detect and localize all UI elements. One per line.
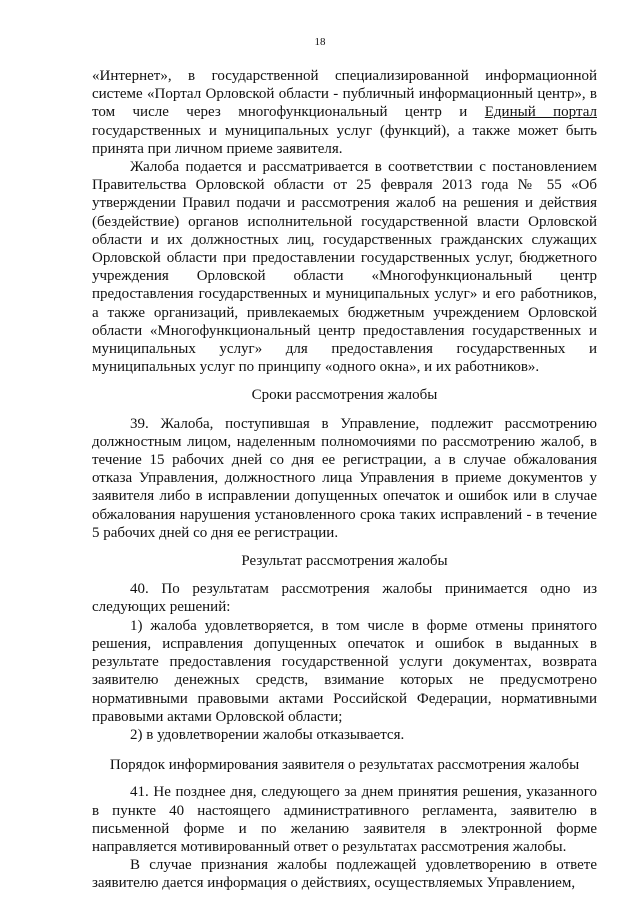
document-body bbox=[92, 67, 597, 893]
paragraph-regulation: Жалоба подается и рассматривается в соответствии с постановлением Правительства Орловской области от 25 февраля 2013 года № 55 «Об утверждении Правил подачи и рассмотрения жалоб на решения и действия (бездействие) органов исполнительной государственной власти Орловской области и их должностных лиц, государственных гражданских служащих Орловской области при предоставлении государственных услуг, бюджетного учреждения Орловской области «Многофункциональный центр предоставления государственных и муниципальных услуг» и его работников, а также организаций, привлекаемых бюджетным учреждением Орловской области «Многофункциональный центр предоставления государственных и муниципальных услуг» для предоставления государственных и муниципальных услуг по принципу «одного окна», и их работников». bbox=[92, 159, 597, 376]
page-number: 18 bbox=[314, 36, 326, 48]
paragraph-text: государственных и муниципальных услуг (функций), а также может быть принята при личном приеме заявителя. bbox=[92, 122, 597, 157]
paragraph-approval-case: В случае признания жалобы подлежащей удовлетворению в ответе заявителю дается информация о действиях, осуществляемых Управлением, bbox=[92, 857, 597, 892]
heading-review-terms: Сроки рассмотрения жалобы bbox=[251, 387, 438, 404]
paragraph-41: 41. Не позднее дня, следующего за днем принятия решения, указанного в пункте 40 настоящего административного регламента, заявителю в письменной форме и по желанию заявителя в электронной форме направляется мотивированный ответ о результатах рассмотрения жалобы. bbox=[92, 784, 597, 855]
paragraph-40-item-2: 2) в удовлетворении жалобы отказывается. bbox=[130, 726, 405, 743]
paragraph-text: «Интернет», в государственной специализированной информационной системе «Портал Орловской области - публичный информационный центр», в том числе через многофункциональный центр и bbox=[92, 68, 597, 121]
paragraph-complaint-channels bbox=[92, 67, 597, 158]
heading-review-result: Результат рассмотрения жалобы bbox=[241, 553, 448, 570]
paragraph-39: 39. Жалоба, поступившая в Управление, подлежит рассмотрению должностным лицом, наделенным полномочиями по рассмотрению жалоб, в течение 15 рабочих дней со дня ее регистрации, а в случае обжалования отказа Управления, должностного лица Управления в приеме документов у заявителя либо в исправлении допущенных опечаток и ошибок или в случае обжалования нарушения установленного срока таких исправлений - в течение 5 рабочих дней со дня ее регистрации. bbox=[92, 415, 597, 541]
paragraph-40-item-1: 1) жалоба удовлетворяется, в том числе в форме отмены принятого решения, исправления допущенных опечаток и ошибок в выданных в результате предоставления государственной услуги документах, возврата заявителю денежных средств, взимание которых не предусмотрено нормативными правовыми актами Российской Федерации, нормативными правовыми актами Орловской области; bbox=[92, 617, 597, 725]
heading-informing-procedure: Порядок информирования заявителя о результатах рассмотрения жалобы bbox=[109, 757, 580, 774]
paragraph-40: 40. По результатам рассмотрения жалобы принимается одно из следующих решений: bbox=[92, 581, 597, 616]
unified-portal-link[interactable]: Единый портал bbox=[484, 104, 597, 121]
